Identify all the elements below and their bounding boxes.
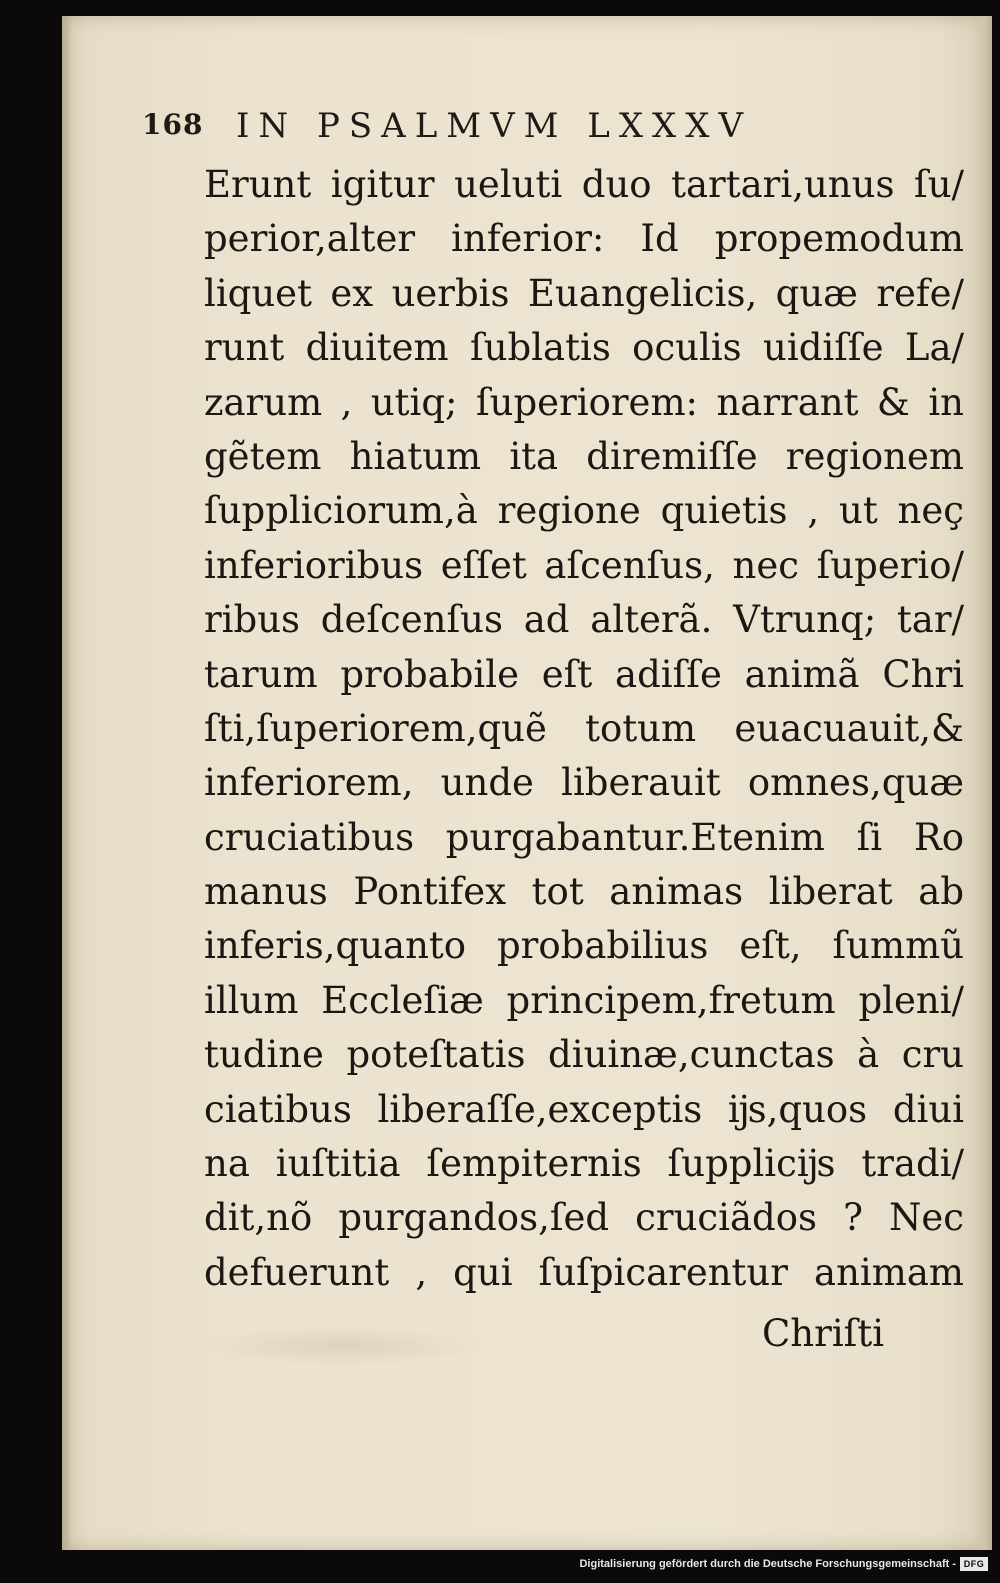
book-page [62, 16, 992, 1550]
text-line: ſti,ſuperiorem,quẽ totum euacuauit,& [204, 706, 964, 750]
page-fore-edge [974, 16, 992, 1550]
text-line: gẽtem hiatum ita diremiſſe regionem [204, 434, 964, 478]
page-gutter-shadow [62, 16, 72, 1550]
text-line: na iuſtitia ſempiternis ſupplicĳs tradi/ [204, 1142, 964, 1186]
digitization-footer [0, 1550, 1000, 1583]
text-line: illum Eccleſiæ principem,fretum pleni/ [204, 978, 964, 1022]
text-line: cruciatibus purgabantur.Etenim ſi Ro [204, 815, 964, 859]
funding-credit: Digitalisierung gefördert durch die Deutsche Forschungsgemeinschaft - [579, 1558, 956, 1570]
body-text [204, 158, 964, 1300]
text-line: Erunt igitur ueluti duo tartari,unus ſu/ [204, 163, 964, 206]
dfg-logo: DFG [960, 1557, 988, 1571]
ink-show-through [202, 1326, 482, 1366]
text-line: tudine poteſtatis diuinæ,cunctas à cru [204, 1033, 964, 1077]
text-line: perior,alter inferior: Id propemodum [204, 217, 964, 261]
text-line: inferis,quanto probabilius eſt, ſummũ [204, 924, 964, 968]
text-line: tarum probabile eſt adiſſe animã Chri [204, 652, 964, 696]
text-line: runt diuitem ſublatis oculis uidiſſe La/ [204, 326, 964, 370]
text-line: dit,nõ purgandos,ſed cruciãdos ? Nec [204, 1196, 964, 1240]
text-line: liquet ex uerbis Euangelicis, quæ refe/ [204, 271, 964, 315]
text-line: ribus deſcenſus ad alterã. Vtrunq; tar/ [204, 598, 964, 642]
catchword: Chriſti [762, 1312, 885, 1355]
text-line: inferiorem, unde liberauit omnes,quæ [204, 761, 964, 805]
text-line: zarum , utiq; ſuperiorem: narrant & in [204, 380, 964, 424]
text-line: manus Pontifex tot animas liberat ab [204, 870, 964, 914]
text-line: defuerunt , qui ſuſpicarentur animam [204, 1250, 964, 1294]
text-line: inferioribus eſſet aſcenſus, nec ſuperio/ [204, 543, 964, 587]
page-number: 168 [142, 108, 204, 141]
running-head-title: IN PSALMVM LXXXV [236, 106, 753, 146]
text-line: ciatibus liberaſſe,exceptis ĳs,quos diui [204, 1087, 964, 1131]
text-line: ſuppliciorum,à regione quietis , ut neç [204, 489, 964, 533]
running-head [142, 98, 922, 148]
